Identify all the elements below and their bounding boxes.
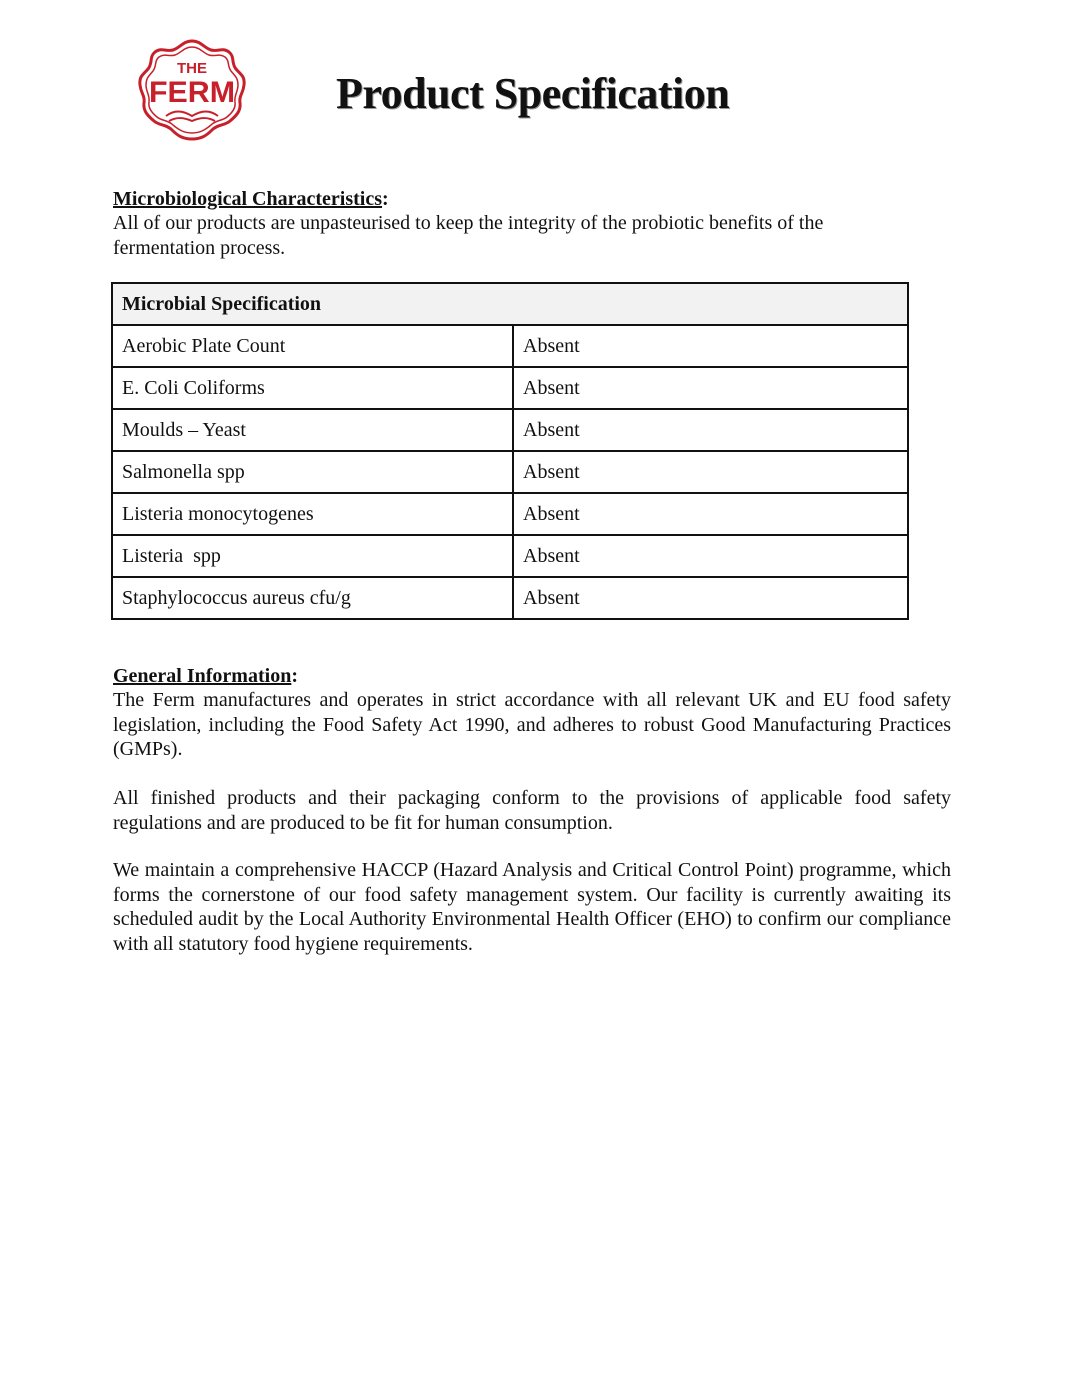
table-cell-result: Absent (513, 325, 908, 367)
microbiological-heading (113, 187, 389, 211)
table-cell-result: Absent (513, 409, 908, 451)
table-cell-test: Listeria spp (112, 535, 513, 577)
general-paragraph-2: All finished products and their packaging conform to the provisions of applicable food safety regulations and are produced to be fit for human consumption. (113, 787, 951, 834)
general-paragraph-3: We maintain a comprehensive HACCP (Hazard Analysis and Critical Control Point) programme, which forms the cornerstone of our food safety management system. Our facility is currently awaiting its scheduled audit by the Local Authority Environmental Health Officer (EHO) to confirm our compliance with all statutory food hygiene requirements. (113, 859, 951, 955)
table-row (112, 367, 908, 409)
logo-text-ferm: FERM (149, 76, 235, 109)
table-cell-test: E. Coli Coliforms (112, 367, 513, 409)
table-cell-test: Moulds – Yeast (112, 409, 513, 451)
table-cell-test: Listeria monocytogenes (112, 493, 513, 535)
general-paragraph-1: The Ferm manufactures and operates in strict accordance with all relevant UK and EU food safety legislation, including the Food Safety Act 1990, and adheres to robust Good Manufacturing Practices (GMPs). (113, 689, 951, 760)
general-information-heading-colon: : (291, 665, 298, 687)
table-cell-result: Absent (513, 493, 908, 535)
general-information-heading-text: General Information (113, 665, 292, 687)
table-header-cell: Microbial Specification (112, 283, 908, 325)
page-title: Product Specification (336, 69, 730, 118)
table-row (112, 493, 908, 535)
table-row (112, 577, 908, 619)
table-header-row (112, 283, 908, 325)
table-cell-result: Absent (513, 577, 908, 619)
table-cell-test: Staphylococcus aureus cfu/g (112, 577, 513, 619)
table-row (112, 451, 908, 493)
table-cell-result: Absent (513, 535, 908, 577)
microbiological-heading-text: Microbiological Characteristics (113, 188, 383, 210)
table-cell-test: Aerobic Plate Count (112, 325, 513, 367)
microbiological-heading-colon: : (382, 188, 389, 210)
table-row (112, 409, 908, 451)
table-row (112, 325, 908, 367)
table-cell-test: Salmonella spp (112, 451, 513, 493)
table-cell-result: Absent (513, 367, 908, 409)
logo-text-the: THE (177, 60, 207, 77)
table-cell-result: Absent (513, 451, 908, 493)
microbiological-intro: All of our products are unpasteurised to keep the integrity of the probiotic benefits of the fermentation process. (113, 212, 824, 259)
table-row (112, 535, 908, 577)
general-information-heading (113, 664, 298, 688)
microbial-specification-table (111, 282, 909, 620)
the-ferm-logo (136, 38, 248, 142)
